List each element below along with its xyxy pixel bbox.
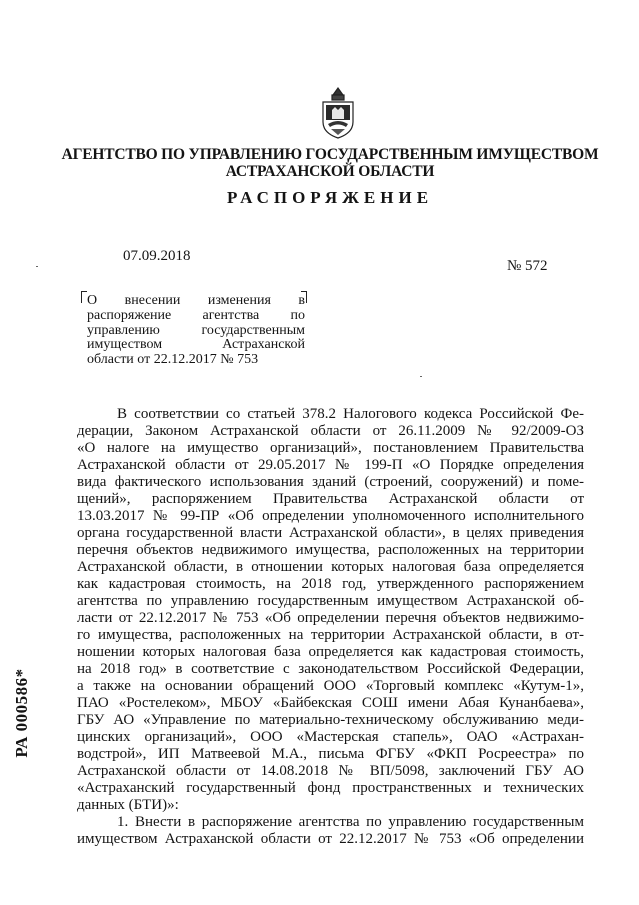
subject-line: имуществом Астраханской <box>87 337 305 353</box>
body-line: цинских организаций», ООО «Мастерская стапель», ОАО «Астрахан- <box>77 729 584 745</box>
body-line: а также на основании обращений ООО «Торговый комплекс «Кутум-1», <box>77 678 584 694</box>
body-line: го имущества, расположенных на территории Астраханской области, в от- <box>77 627 584 643</box>
body-line: дерации, Законом Астраханской области от 26.11.2009 № 92/2009-ОЗ <box>77 423 584 439</box>
document-date: 07.09.2018 <box>123 248 191 264</box>
body-line: Астраханской области, в отношении которых налоговая база определяется <box>77 559 584 575</box>
body-line: ГБУ АО «Управление по материально-техническому обслуживанию меди- <box>77 712 584 728</box>
body-line: ПАО «Ростелеком», МБОУ «Байбекская СОШ имени Абая Кунанбаева», <box>77 695 584 711</box>
registration-stamp-text: РА 000586* <box>12 668 31 758</box>
subject-line: управлению государственным <box>87 322 305 338</box>
body-line: данных (БТИ)»: <box>77 797 179 813</box>
body-line: на 2018 год» в соответствие с законодательством Российской Федерации, <box>77 661 584 677</box>
body-line: как кадастровая стоимость, на 2018 год, утвержденного распоряжением <box>77 576 584 592</box>
scan-speck <box>36 266 38 267</box>
body-line: вида фактического использования зданий (строений, сооружений) и поме- <box>77 474 584 490</box>
body-line: 13.03.2017 № 99-ПР «Об определении уполномоченного исполнительного <box>77 508 584 524</box>
document-type-heading: РАСПОРЯЖЕНИЕ <box>226 188 434 207</box>
scan-speck <box>420 376 422 377</box>
document-number: № 572 <box>507 258 548 274</box>
body-line: 1. Внести в распоряжение агентства по управлению государственным <box>117 814 584 830</box>
subject-line: области от 22.12.2017 № 753 <box>87 352 259 368</box>
agency-title-line2: АСТРАХАНСКОЙ ОБЛАСТИ <box>225 163 435 180</box>
subject-line: распоряжение агентства по <box>87 307 305 323</box>
body-line: Астраханской области от 29.05.2017 № 199-П «О Порядке определения <box>77 457 584 473</box>
subject-block <box>87 294 305 368</box>
coat-of-arms-emblem <box>319 86 357 140</box>
subject-line: О внесении изменения в <box>87 293 305 308</box>
agency-title <box>40 146 620 180</box>
body-line: органа государственной власти Астраханской области», в целях приведения <box>77 525 584 541</box>
body-line: «О налоге на имущество организаций», постановлением Правительства <box>77 440 584 456</box>
body-line: ласти от 22.12.2017 № 753 «Об определении перечня объектов недвижимо- <box>77 610 584 626</box>
body-line: щений», распоряжением Правительства Астраханской области от <box>77 491 584 507</box>
body-line: «Астраханский государственный фонд пространственных и технических <box>77 780 584 796</box>
body-line: В соответствии со статьей 378.2 Налогового кодекса Российской Фе- <box>117 406 584 422</box>
body-line: перечня объектов недвижимого имущества, расположенных на территории <box>77 542 584 558</box>
body-line: агентства по управлению государственным имуществом Астраханской об- <box>77 593 584 609</box>
registration-stamp <box>10 648 34 778</box>
body-line: водстрой», ИП Матвеевой М.А., письма ФГБУ «ФКП Росреестра» по <box>77 746 584 762</box>
agency-title-line1: АГЕНТСТВО ПО УПРАВЛЕНИЮ ГОСУДАРСТВЕННЫМ ИМУЩЕСТВОМ <box>61 146 599 163</box>
body-line: имуществом Астраханской области от 22.12.2017 № 753 «Об определении <box>77 831 584 847</box>
body-line: Астраханской области от 14.08.2018 № ВП/5098, заключений ГБУ АО <box>77 763 584 779</box>
body-text <box>77 406 584 848</box>
body-line: ношении которых налоговая база определяется как кадастровая стоимость, <box>77 644 584 660</box>
